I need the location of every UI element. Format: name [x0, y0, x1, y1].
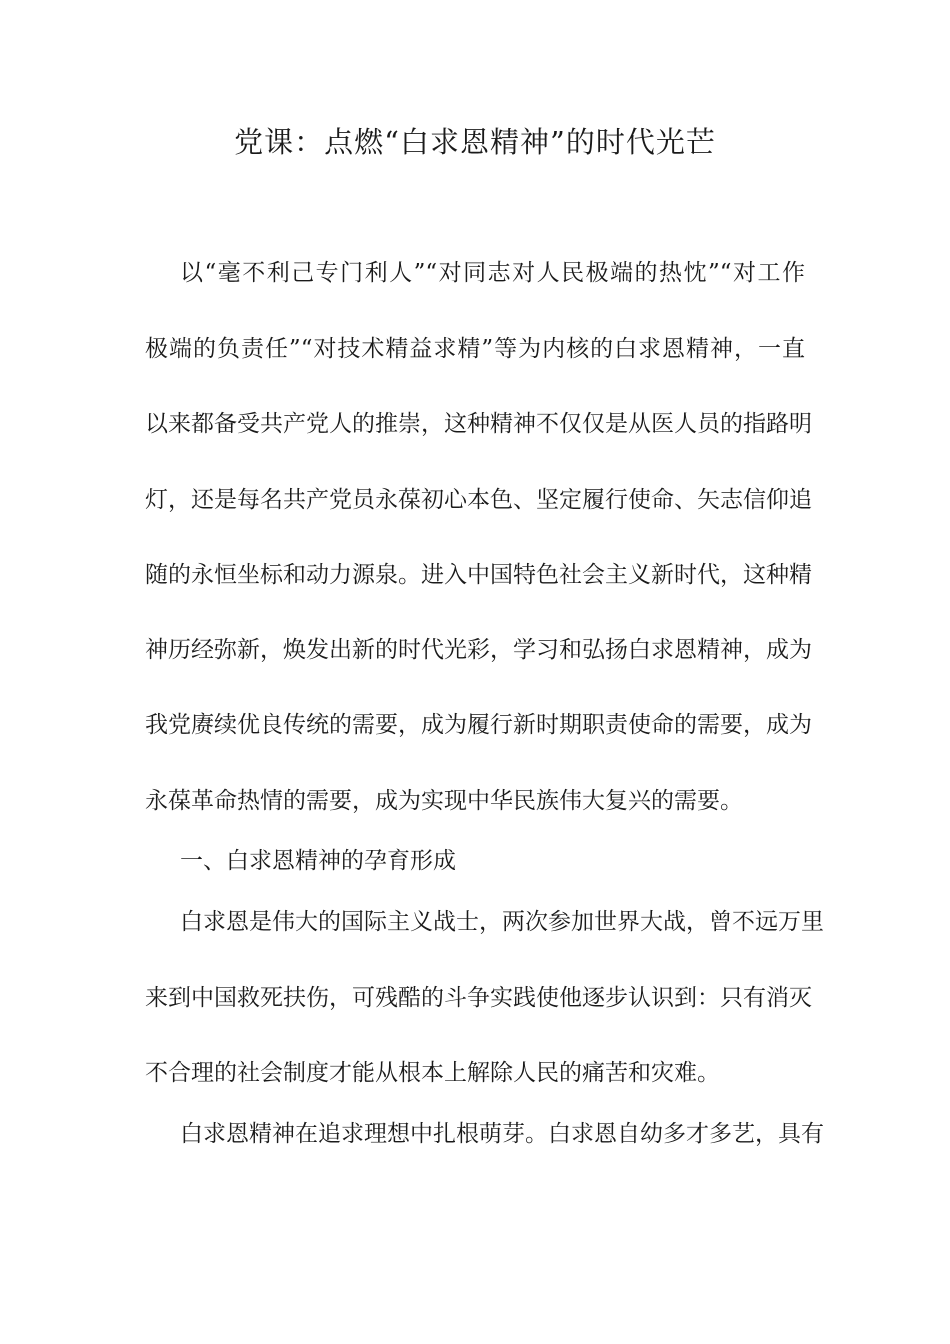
section-heading-1: 一、白求恩精神的孕育形成: [180, 848, 456, 874]
paragraph-1-line-7: 我党赓续优良传统的需要，成为履行新时期职责使命的需要，成为: [145, 712, 812, 738]
paragraph-1-line-2: 极端的负责任”“对技术精益求精”等为内核的白求恩精神，一直: [145, 336, 805, 362]
paragraph-2-line-3: 不合理的社会制度才能从根本上解除人民的痛苦和灾难。: [145, 1060, 720, 1086]
document-title: 党课：点燃“白求恩精神”的时代光芒: [234, 125, 716, 159]
paragraph-2-line-1: 白求恩是伟大的国际主义战士，两次参加世界大战，曾不远万里: [180, 909, 824, 935]
paragraph-1-line-4: 灯，还是每名共产党员永葆初心本色、坚定履行使命、矢志信仰追: [145, 487, 812, 513]
paragraph-1-line-1: 以“毫不利己专门利人”“对同志对人民极端的热忱”“对工作: [180, 260, 805, 286]
paragraph-1-line-3: 以来都备受共产党人的推崇，这种精神不仅仅是从医人员的指路明: [145, 411, 812, 437]
paragraph-3-line-1: 白求恩精神在追求理想中扎根萌芽。白求恩自幼多才多艺，具有: [180, 1121, 824, 1147]
paragraph-1-line-6: 神历经弥新，焕发出新的时代光彩，学习和弘扬白求恩精神，成为: [145, 637, 812, 663]
paragraph-1-line-5: 随的永恒坐标和动力源泉。进入中国特色社会主义新时代，这种精: [145, 562, 812, 588]
paragraph-2-line-2: 来到中国救死扶伤，可残酷的斗争实践使他逐步认识到：只有消灭: [145, 985, 812, 1011]
paragraph-1-line-8: 永葆革命热情的需要，成为实现中华民族伟大复兴的需要。: [145, 788, 743, 814]
